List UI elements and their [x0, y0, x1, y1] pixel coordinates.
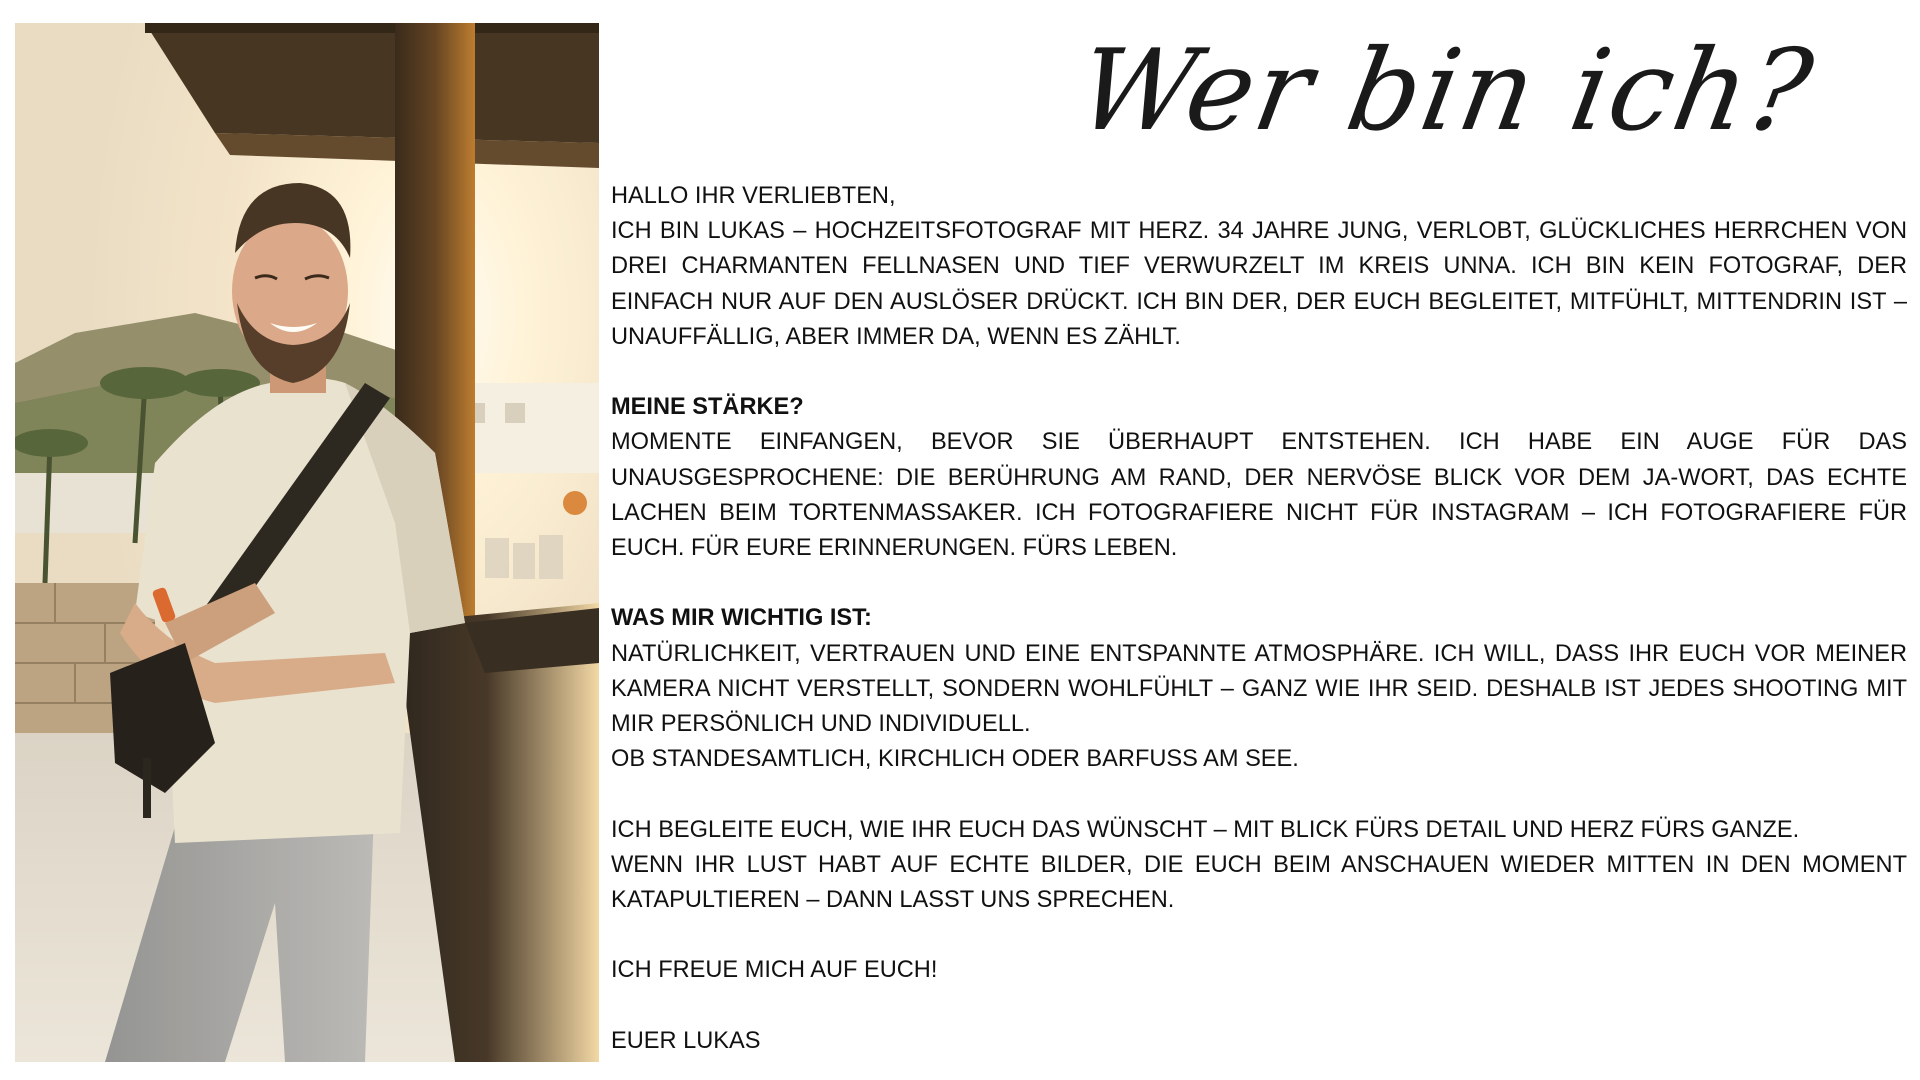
important-heading: WAS MIR WICHTIG IST:: [611, 605, 872, 632]
spacer: [611, 989, 1907, 1024]
greeting: HALLO IHR VERLIEBTEN,: [611, 183, 896, 209]
important-paragraph: NATÜRLICHKEIT, VERTRAUEN UND EINE ENTSPANNTE ATMOSPHÄRE. ICH WILL, DASS IHR EUCH VOR MEINER KAMERA NICHT VERSTELLT, SONDERN WOHLFÜHLT – GANZ WIE IHR SEID. DESHALB IST JEDES SHOOTING MIT MIR PERSÖNLICH UND INDIVIDUELL.: [611, 640, 1907, 738]
page-title: Wer bin ich?: [1068, 26, 1823, 156]
closing-line-1: ICH BEGLEITE EUCH, WIE IHR EUCH DAS WÜNSCHT – MIT BLICK FÜRS DETAIL UND HERZ FÜRS GANZE.: [611, 816, 1800, 843]
ceremony-line: OB STANDESAMTLICH, KIRCHLICH ODER BARFUSS AM SEE.: [611, 746, 1299, 773]
spacer: [611, 777, 1907, 812]
spacer: [611, 918, 1907, 953]
about-text: [611, 179, 1907, 1059]
closing-line-2: WENN IHR LUST HABT AUF ECHTE BILDER, DIE EUCH BEIM ANSCHAUEN WIEDER MITTEN IN DEN MOMENT KATAPULTIEREN – DANN LASST UNS SPRECHEN.: [611, 851, 1907, 914]
strength-paragraph: MOMENTE EINFANGEN, BEVOR SIE ÜBERHAUPT ENTSTEHEN. ICH HABE EIN AUGE FÜR DAS UNAUSGESPROCHENE: DIE BERÜHRUNG AM RAND, DER NERVÖSE BLICK VOR DEM JA-WORT, DAS ECHTE LACHEN BEIM TORTENMASSAKER. ICH FOTOGRAFIERE NICHT FÜR INSTAGRAM – ICH FOTOGRAFIERE FÜR EUCH. FÜR EURE ERINNERUNGEN. FÜRS LEBEN.: [611, 429, 1907, 562]
signature: EUER LUKAS: [611, 1027, 761, 1054]
portrait-photo: [15, 23, 599, 1062]
intro-paragraph: ICH BIN LUKAS – HOCHZEITSFOTOGRAF MIT HERZ. 34 JAHRE JUNG, VERLOBT, GLÜCKLICHES HERRCHEN VON DREI CHARMANTEN FELLNASEN UND TIEF VERWURZELT IM KREIS UNNA. ICH BIN KEIN FOTOGRAF, DER EINFACH NUR AUF DEN AUSLÖSER DRÜCKT. ICH BIN DER, DER EUCH BEGLEITET, MITFÜHLT, MITTENDRIN IST – UNAUFFÄLLIG, ABER IMMER DA, WENN ES ZÄHLT.: [611, 218, 1907, 350]
spacer: [611, 355, 1907, 390]
closing-line-3: ICH FREUE MICH AUF EUCH!: [611, 957, 938, 984]
spacer: [611, 566, 1907, 601]
strength-heading: MEINE STÄRKE?: [611, 394, 804, 421]
